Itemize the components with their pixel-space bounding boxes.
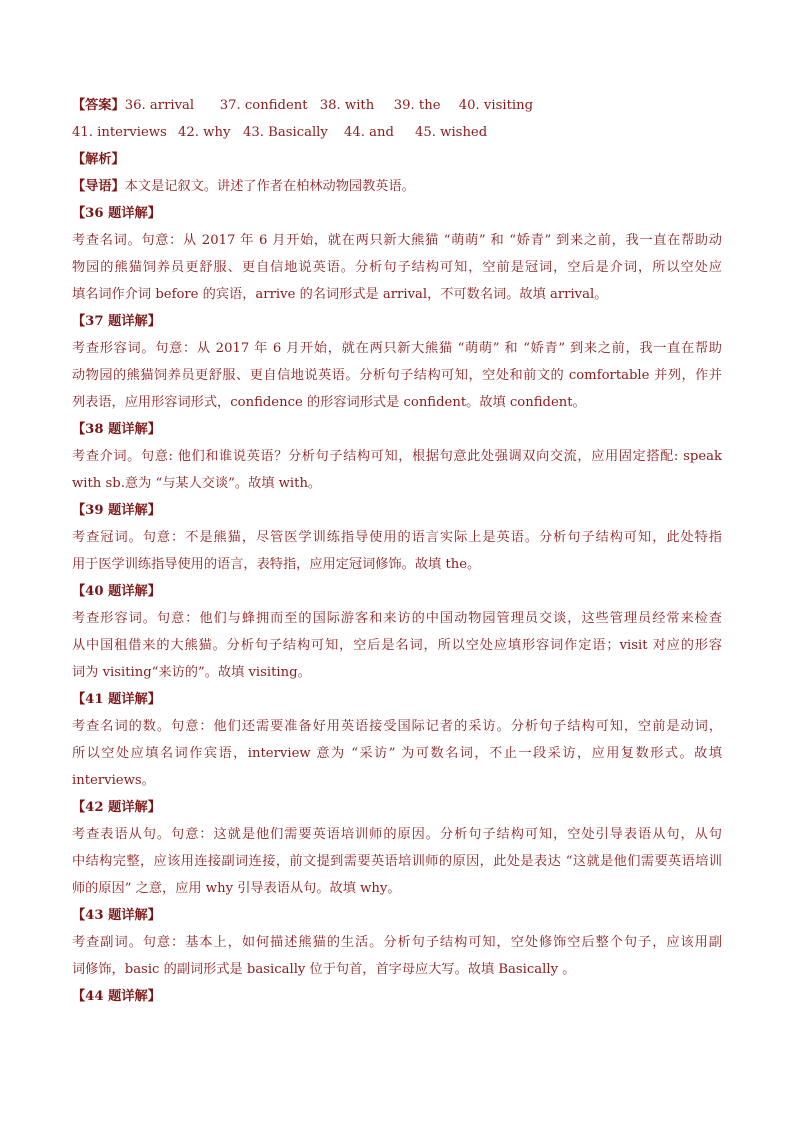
analysis-heading — [72, 146, 722, 173]
intro-line — [72, 173, 722, 200]
explanation-line: 考查冠词。句意：不是熊猫，尽管医学训练指导使用的语言实际上是英语。分析句子结构可知，此处特指 — [72, 530, 722, 545]
section-heading: 【39 题详解】 — [72, 503, 161, 518]
explanation-line: 动物园的熊猫饲养员更舒服、更自信地说英语。分析句子结构可知，空处和前文的 comfortable 并列，作并 — [72, 368, 722, 383]
answer-item: 45. wished — [415, 125, 488, 140]
answer-item: 44. and — [344, 125, 394, 140]
explanation-line: 考查名词。句意：从 2017 年 6 月开始，就在两只新大熊猫 “萌萌” 和 “娇青” 到来之前，我一直在帮助动 — [72, 233, 722, 248]
answer-label: 【答案】 — [72, 98, 125, 113]
section-heading: 【43 题详解】 — [72, 908, 161, 923]
answer-item: 41. interviews — [72, 125, 167, 140]
explanation-line: 考查形容词。句意：他们与蜂拥而至的国际游客和来访的中国动物园管理员交谈，这些管理员经常来检查 — [72, 611, 722, 626]
answers-row-1 — [72, 92, 722, 119]
explanation-line: 列表语，应用形容词形式，confidence 的形容词形式是 confident。故填 confident。 — [72, 395, 586, 410]
explanation-line: 词修饰，basic 的副词形式是 basically 位于句首，首字母应大写。故填 Basically 。 — [72, 962, 576, 977]
explanation-line: 所以空处应填名词作宾语，interview 意为 “采访” 为可数名词，不止一段采访，应用复数形式。故填 — [72, 746, 722, 761]
answers-row-2 — [72, 119, 722, 146]
answer-item: 36. arrival — [124, 98, 195, 113]
section-heading: 【37 题详解】 — [72, 314, 161, 329]
answer-item: 37. confident — [219, 98, 308, 113]
explanation-line: 考查形容词。句意：从 2017 年 6 月开始，就在两只新大熊猫 “萌萌” 和 “娇青” 到来之前，我一直在帮助 — [72, 341, 722, 356]
section-heading: 【36 题详解】 — [72, 206, 161, 221]
explanation-line: 考查名词的数。句意：他们还需要准备好用英语接受国际记者的采访。分析句子结构可知，空前是动词， — [72, 719, 722, 734]
analysis-label: 【解析】 — [72, 152, 125, 167]
explanation-line: 中结构完整，应该用连接副词连接，前文提到需要英语培训师的原因，此处是表达 “这就是他们需要英语培训 — [72, 854, 722, 869]
explanation-line: 考查表语从句。句意：这就是他们需要英语培训师的原因。分析句子结构可知，空处引导表语从句，从句 — [72, 827, 722, 842]
answer-item: 42. why — [178, 125, 231, 140]
explanation-line: 考查介词。句意: 他们和谁说英语？分析句子结构可知，根据句意此处强调双向交流，应用固定搭配: speak — [72, 449, 722, 464]
explanation-line: 词为 visiting“来访的”。故填 visiting。 — [72, 665, 311, 680]
explanation-line: 用于医学训练指导使用的语言，表特指，应用定冠词修饰。故填 the。 — [72, 557, 481, 572]
explanation-line: 考查副词。句意：基本上，如何描述熊猫的生活。分析句子结构可知，空处修饰空后整个句子，应该用副 — [72, 935, 722, 950]
answer-item: 40. visiting — [458, 98, 534, 113]
explanation-line: 物园的熊猫饲养员更舒服、更自信地说英语。分析句子结构可知，空前是冠词，空后是介词，所以空处应 — [72, 260, 722, 275]
intro-label: 【导语】 — [72, 179, 125, 194]
answer-item: 38. with — [319, 98, 375, 113]
answer-item: 43. Basically — [243, 125, 328, 140]
section-heading: 【42 题详解】 — [72, 800, 161, 815]
explanation-sections — [72, 200, 722, 1010]
document-page — [72, 92, 722, 1010]
section-heading: 【41 题详解】 — [72, 692, 161, 707]
section-heading: 【38 题详解】 — [72, 422, 161, 437]
intro-text: 本文是记叙文。讲述了作者在柏林动物园教英语。 — [124, 179, 415, 194]
answer-item: 39. the — [393, 98, 441, 113]
explanation-line: 师的原因” 之意，应用 why 引导表语从句。故填 why。 — [72, 881, 401, 896]
explanation-line: interviews。 — [72, 773, 155, 788]
explanation-line: with sb.意为 “与某人交谈”。故填 with。 — [72, 476, 322, 491]
section-heading: 【44 题详解】 — [72, 989, 161, 1004]
explanation-line: 填名词作介词 before 的宾语，arrive 的名词形式是 arrival，不可数名词。故填 arrival。 — [72, 287, 608, 302]
section-heading: 【40 题详解】 — [72, 584, 161, 599]
explanation-line: 从中国租借来的大熊猫。分析句子结构可知，空后是名词，所以空处应填形容词作定语；visit 对应的形容 — [72, 638, 722, 653]
